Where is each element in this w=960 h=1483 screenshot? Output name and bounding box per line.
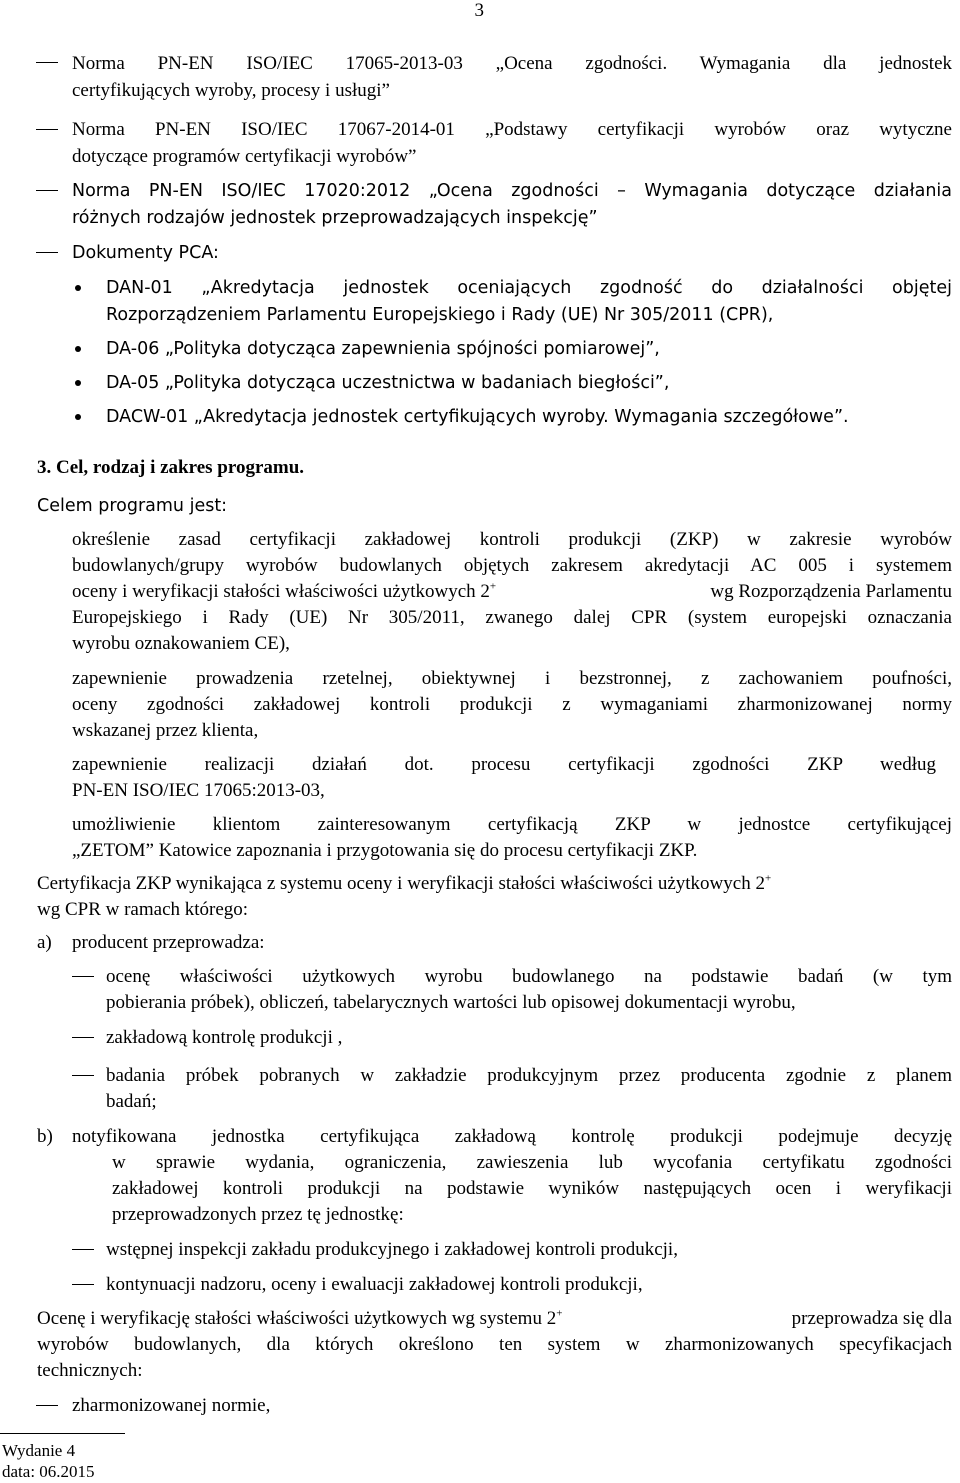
goal-2-line-2: oceny zgodności zakładowej kontroli produkcji z wymaganiami zharmonizowanej normy [72,694,952,715]
norm-1-line-1: Norma PN-EN ISO/IEC 17065-2013-03 „Ocena zgodności. Wymagania dla jednostek [72,53,952,74]
goal-3-line-2: PN-EN ISO/IEC 17065:2013-03, [72,780,325,801]
pca-doc-1-line-2: Rozporządzeniem Parlamentu Europejskiego i Rady (UE) Nr 305/2011 (CPR), [106,305,774,325]
dash-marker [36,1405,58,1406]
item-a-sub-1-line-2: pobierania próbek), obliczeń, tabelarycznych wartości lub opisowej dokumentacji wyrobu, [106,992,796,1013]
dash-marker [72,1284,94,1285]
item-a-sub-3-line-1: badania próbek pobranych w zakładzie produkcyjnym przez producenta zgodnie z planem [106,1065,952,1086]
dash-marker [72,1037,94,1038]
pca-doc-1-line-1: DAN-01 „Akredytacja jednostek oceniających zgodność do działalności objętej [106,278,952,298]
superscript-plus: + [764,872,772,885]
final-para-text-a: Ocenę i weryfikację stałości właściwości użytkowych wg systemu 2 [37,1308,557,1329]
cert-para-text: Certyfikacja ZKP wynikająca z systemu oceny i weryfikacji stałości właściwości użytkowych 2 [37,873,765,894]
norm-3-line-1: Norma PN-EN ISO/IEC 17020:2012 „Ocena zgodności – Wymagania dotyczące działania [72,181,952,201]
goal-1-line-5: wyrobu oznakowaniem CE), [72,633,290,654]
goal-2-line-3: wskazanej przez klienta, [72,720,259,741]
cert-para-line-2: wg CPR w ramach którego: [37,899,249,920]
goal-1-line-2: budowlanych/grupy wyrobów budowlanych objętych zakresem akredytacji AC 005 i systemem [72,555,952,576]
pca-heading: Dokumenty PCA: [72,243,219,263]
dash-marker [72,976,94,977]
item-b-label: b) [37,1126,53,1147]
goal-1-line-4: Europejskiego i Rady (UE) Nr 305/2011, zwanego dalej CPR (system europejski oznaczania [72,607,952,628]
purpose-intro: Celem programu jest: [37,496,228,516]
goal-3-line-1: zapewnienie realizacji działań dot. procesu certyfikacji zgodności ZKP według [72,754,936,775]
goal-1-line-3-end: wg Rozporządzenia Parlamentu [710,581,952,602]
bullet-marker [75,380,81,386]
section-heading: 3. Cel, rodzaj i zakres programu. [37,457,305,478]
item-b-line-1: notyfikowana jednostka certyfikująca zakładową kontrolę produkcji podejmuje decyzję [72,1126,952,1147]
final-para-line-3: technicznych: [37,1360,143,1381]
pca-doc-3: DA-05 „Polityka dotycząca uczestnictwa w badaniach biegłości”, [106,373,670,393]
footer-rule [0,1433,125,1434]
goal-2-line-1: zapewnienie prowadzenia rzetelnej, obiektywnej i bezstronnej, z zachowaniem poufności, [72,668,952,689]
pca-doc-2: DA-06 „Polityka dotycząca zapewnienia spójności pomiarowej”, [106,339,660,359]
item-a-label: a) [37,932,52,953]
norm-1-line-2: certyfikujących wyroby, procesy i usługi” [72,80,390,101]
item-a-text: producent przeprowadza: [72,932,265,953]
dash-marker [36,129,58,130]
norm-3-line-2: różnych rodzajów jednostek przeprowadzających inspekcję” [72,208,598,228]
item-b-line-3: zakładowej kontroli produkcji na podstawie wyników następujących ocen i weryfikacji [112,1178,952,1199]
goal-1-line-1: określenie zasad certyfikacji zakładowej kontroli produkcji (ZKP) w zakresie wyrobów [72,529,952,550]
dash-marker [36,62,58,63]
item-b-sub-2: kontynuacji nadzoru, oceny i ewaluacji zakładowej kontroli produkcji, [106,1274,643,1295]
cert-para-line-1 [37,871,952,897]
dash-marker [36,252,58,253]
bullet-marker [75,285,81,291]
goal-1-text-a: oceny i weryfikacji stałości właściwości użytkowych 2 [72,581,490,602]
superscript-plus: + [556,1307,563,1320]
item-b-line-4: przeprowadzonych przez tę jednostkę: [112,1204,404,1225]
final-para-line-1-end: przeprowadza się dla [791,1308,952,1329]
footer-edition: Wydanie 4 [2,1441,76,1460]
item-b-line-2: w sprawie wydania, ograniczenia, zawieszenia lub wycofania certyfikatu zgodności [112,1152,952,1173]
dash-marker [36,190,58,191]
bullet-marker [75,346,81,352]
norm-2-line-2: dotyczące programów certyfikacji wyrobów” [72,146,417,167]
goal-4-line-2: „ZETOM” Katowice zapoznania i przygotowania się do procesu certyfikacji ZKP. [72,840,698,861]
dash-marker [72,1249,94,1250]
page-number: 3 [474,0,484,21]
footer-date: data: 06.2015 [2,1462,95,1481]
final-para-line-2: wyrobów budowlanych, dla których określono ten system w zharmonizowanych specyfikacjach [37,1334,952,1355]
item-a-sub-1-line-1: ocenę właściwości użytkowych wyrobu budowlanego na podstawie badań (w tym [106,966,952,987]
item-a-sub-2: zakładową kontrolę produkcji , [106,1027,343,1048]
item-b-sub-1: wstępnej inspekcji zakładu produkcyjnego i zakładowej kontroli produkcji, [106,1239,678,1260]
dash-marker [72,1075,94,1076]
goal-4-line-1: umożliwienie klientom zainteresowanym certyfikacją ZKP w jednostce certyfikującej [72,814,952,835]
norm-2-line-1: Norma PN-EN ISO/IEC 17067-2014-01 „Podstawy certyfikacji wyrobów oraz wytyczne [72,119,952,140]
final-item: zharmonizowanej normie, [72,1395,271,1416]
item-a-sub-3-line-2: badań; [106,1091,157,1112]
bullet-marker [75,414,81,420]
superscript-plus: + [489,580,497,593]
pca-doc-4: DACW-01 „Akredytacja jednostek certyfikujących wyroby. Wymagania szczegółowe”. [106,407,849,427]
